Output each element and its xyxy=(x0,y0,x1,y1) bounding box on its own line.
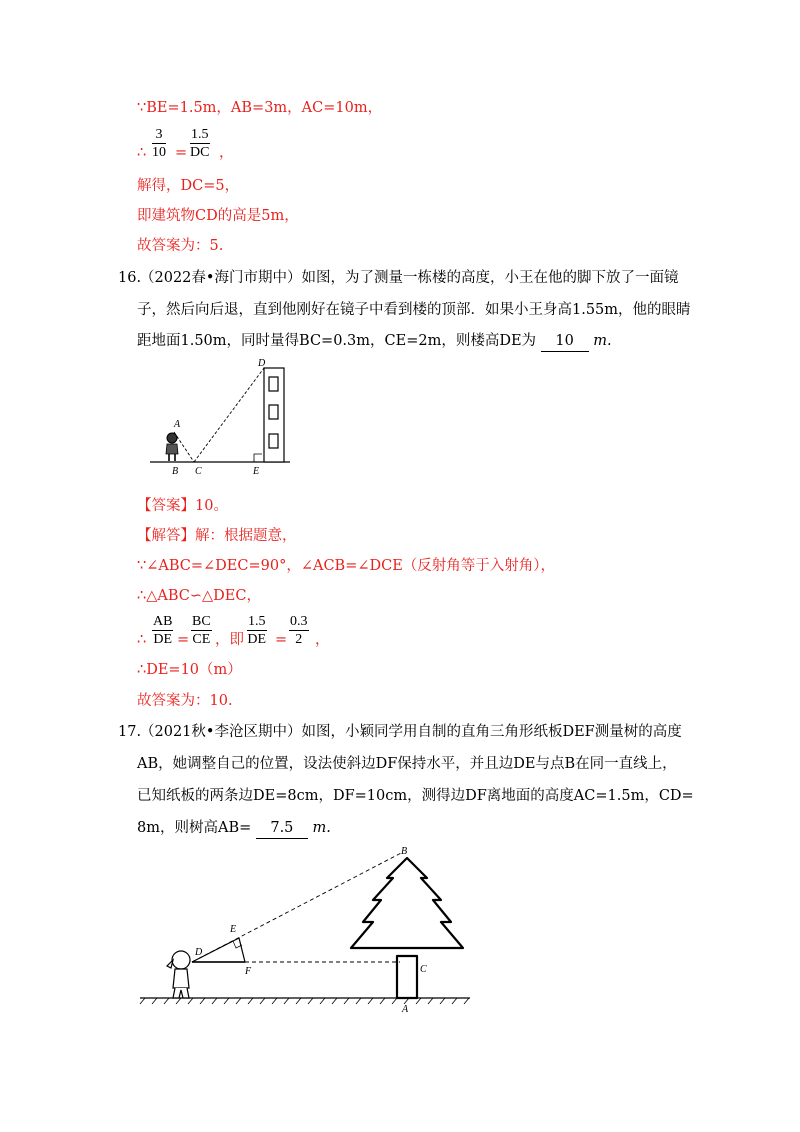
q16-line2: 子，然后向后退，直到他刚好在镜子中看到楼的顶部．如果小王身高1.55m，他的眼睛 xyxy=(137,302,691,318)
tree-icon xyxy=(351,858,463,998)
right-angle-mark xyxy=(254,454,262,462)
q16-solution-intro: 【解答】解：根据题意， xyxy=(137,528,297,544)
fraction-1.5-over-dc: $\frac{1.5}{DC}$ xyxy=(190,127,210,160)
comma: ， xyxy=(315,632,330,648)
label-e: E xyxy=(253,466,260,477)
q16-answer: 【答案】10。 xyxy=(137,498,228,514)
q16-result: ∴DE=10（m） xyxy=(137,662,242,678)
label-d: D xyxy=(195,947,203,958)
comma: ， xyxy=(219,145,234,161)
q16-step1: ∵∠ABC=∠DEC=90°，∠ACB=∠DCE（反射角等于入射角）， xyxy=(137,558,556,574)
label-d: D xyxy=(258,358,266,369)
fraction-1.5-over-de: $\frac{1.5}{DE}$ xyxy=(247,614,267,647)
label-b: B xyxy=(401,846,408,857)
person-icon xyxy=(167,951,190,998)
q16-figure xyxy=(140,350,300,480)
equals-sign: = xyxy=(175,145,188,161)
label-f: F xyxy=(245,966,252,977)
person-icon xyxy=(166,433,178,461)
label-a: A xyxy=(174,419,181,430)
label-e: E xyxy=(230,924,237,935)
q17-figure xyxy=(135,838,475,1018)
equals-sign: = xyxy=(177,632,190,648)
q17-line2: AB，她调整自己的位置，设法使斜边DF保持水平，并且边DE与点B在同一直线上， xyxy=(137,756,677,772)
prev-final: 故答案为：5. xyxy=(137,238,224,254)
fraction-0.3-over-2: $\frac{0.3}{2}$ xyxy=(290,614,308,647)
sight-line-c-d xyxy=(194,368,264,462)
ground-hatching xyxy=(140,998,469,1004)
prev-height: 即建筑物CD的高是5m， xyxy=(137,208,299,224)
ji-text: ，即 xyxy=(215,632,244,648)
label-a: A xyxy=(402,1004,409,1015)
fraction-bc-over-ce: $\frac{BC}{CE}$ xyxy=(192,614,211,647)
q17-line4: 8m，则树高AB= 7.5 m. xyxy=(137,818,331,839)
q16-step2: ∴△ABC∽△DEC， xyxy=(137,588,261,604)
q16-answer-blank: 10 xyxy=(541,331,589,352)
label-c: C xyxy=(420,964,427,975)
label-b: B xyxy=(172,466,179,477)
q16-final: 故答案为：10. xyxy=(137,693,233,709)
q17-number: 17. xyxy=(118,724,142,740)
q17-line3: 已知纸板的两条边DE=8cm，DF=10cm，测得边DF离地面的高度AC=1.5m，CD= xyxy=(137,788,694,804)
label-c: C xyxy=(195,466,202,477)
fraction-ab-over-de: $\frac{AB}{DE}$ xyxy=(153,614,173,647)
prev-given: ∵BE=1.5m，AB=3m，AC=10m， xyxy=(137,100,383,116)
prev-proportion xyxy=(137,127,257,167)
q16-line3: 距地面1.50m，同时量得BC=0.3m，CE=2m，则楼高DE为 10 m. xyxy=(137,331,612,352)
prev-solve: 解得，DC=5， xyxy=(137,178,240,194)
q16-number: 16. xyxy=(118,270,142,286)
q16-proportion xyxy=(137,614,357,654)
q16-line1: （2022春•海门市期中）如图，为了测量一栋楼的高度，小王在他的脚下放了一面镜 xyxy=(140,270,679,286)
therefore-symbol: ∴ xyxy=(137,632,147,648)
q17-answer-blank: 7.5 xyxy=(256,818,308,839)
therefore-symbol: ∴ xyxy=(137,145,147,161)
equals-sign: = xyxy=(275,632,288,648)
q17-line1: （2021秋•李沧区期中）如图，小颖同学用自制的直角三角形纸板DEF测量树的高度 xyxy=(140,724,682,740)
fraction-3-over-10: $\frac{3}{10}$ xyxy=(152,127,166,160)
